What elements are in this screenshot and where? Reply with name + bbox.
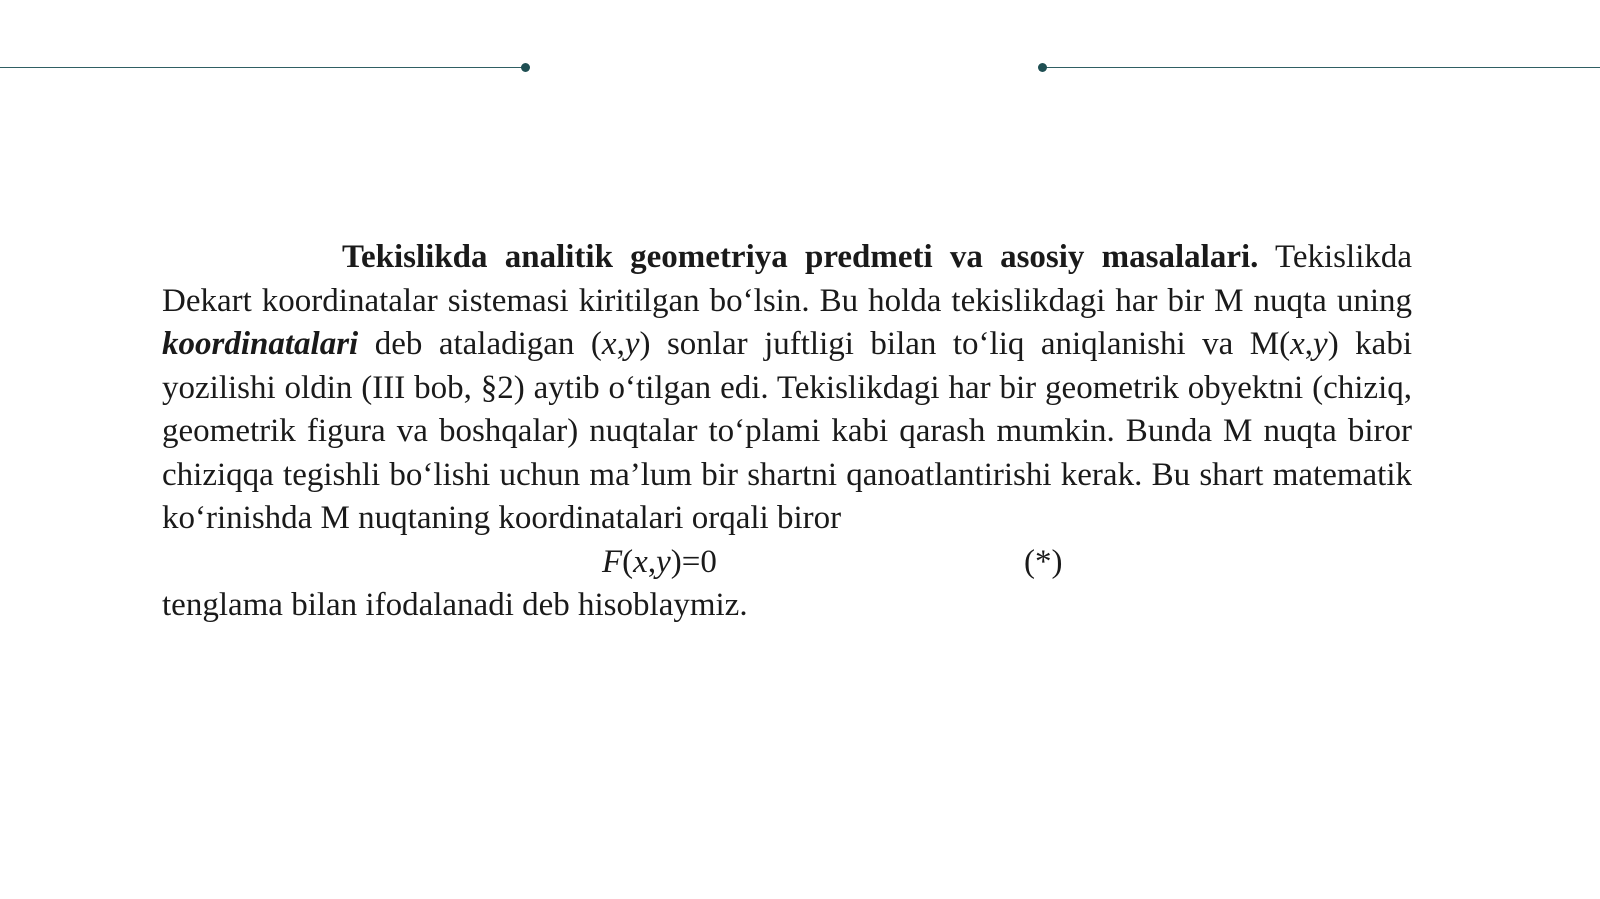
equation-line — [162, 541, 1412, 585]
top-rule-left-dot — [521, 63, 530, 72]
equation-x: x — [633, 543, 648, 580]
top-rule-right — [1043, 67, 1600, 68]
var-y: y — [624, 326, 640, 362]
document-body — [162, 236, 1412, 628]
paragraph-text: Tekislikda Dekart koordinatalar sistemasi kiritilgan bo‘lsin. Bu holda tekislikdagi har bir M nuqta uning — [162, 239, 1413, 319]
var-y: y — [1313, 326, 1328, 362]
paragraph-text: deb ataladigan ( — [358, 326, 602, 362]
paragraph-text: ) sonlar juftligi bilan to‘liq aniqlanishi va M( — [639, 326, 1291, 362]
equation — [602, 541, 717, 585]
paragraph-text: , — [1304, 326, 1314, 362]
term-koordinatalari: koordinatalari — [162, 326, 359, 362]
equation-rest: )=0 — [670, 543, 717, 580]
top-rule-left — [0, 67, 526, 68]
paragraph-text: , — [616, 326, 625, 362]
equation-number: (*) — [1024, 543, 1063, 580]
var-x: x — [601, 326, 617, 362]
var-x: x — [1290, 326, 1305, 362]
equation-paren: ( — [622, 543, 634, 580]
equation-F: F — [602, 543, 623, 580]
main-paragraph — [162, 236, 1412, 541]
top-rule-right-dot — [1038, 63, 1047, 72]
equation-comma: , — [647, 543, 657, 580]
paragraph-text: ) kabi yozilishi oldin (III bob, §2) aytib o‘tilgan edi. Tekislikdagi har bir geometrik obyektni (chiziq, geometrik figura va boshqalar) nuqtalar to‘plami kabi qarash mumkin. Bunda M nuqta biror chiziqqa tegishli bo‘lishi uchun ma’lum bir shartni qanoatlantirishi kerak. Bu shart matematik ko‘rinishda M nuqtaning koordinatalari orqali biror — [162, 326, 1412, 536]
equation-y: y — [656, 543, 671, 580]
section-heading: Tekislikda analitik geometriya predmeti va asosiy masalalari. — [342, 239, 1259, 275]
closing-text: tenglama bilan ifodalanadi deb hisoblaymiz. — [162, 587, 748, 623]
